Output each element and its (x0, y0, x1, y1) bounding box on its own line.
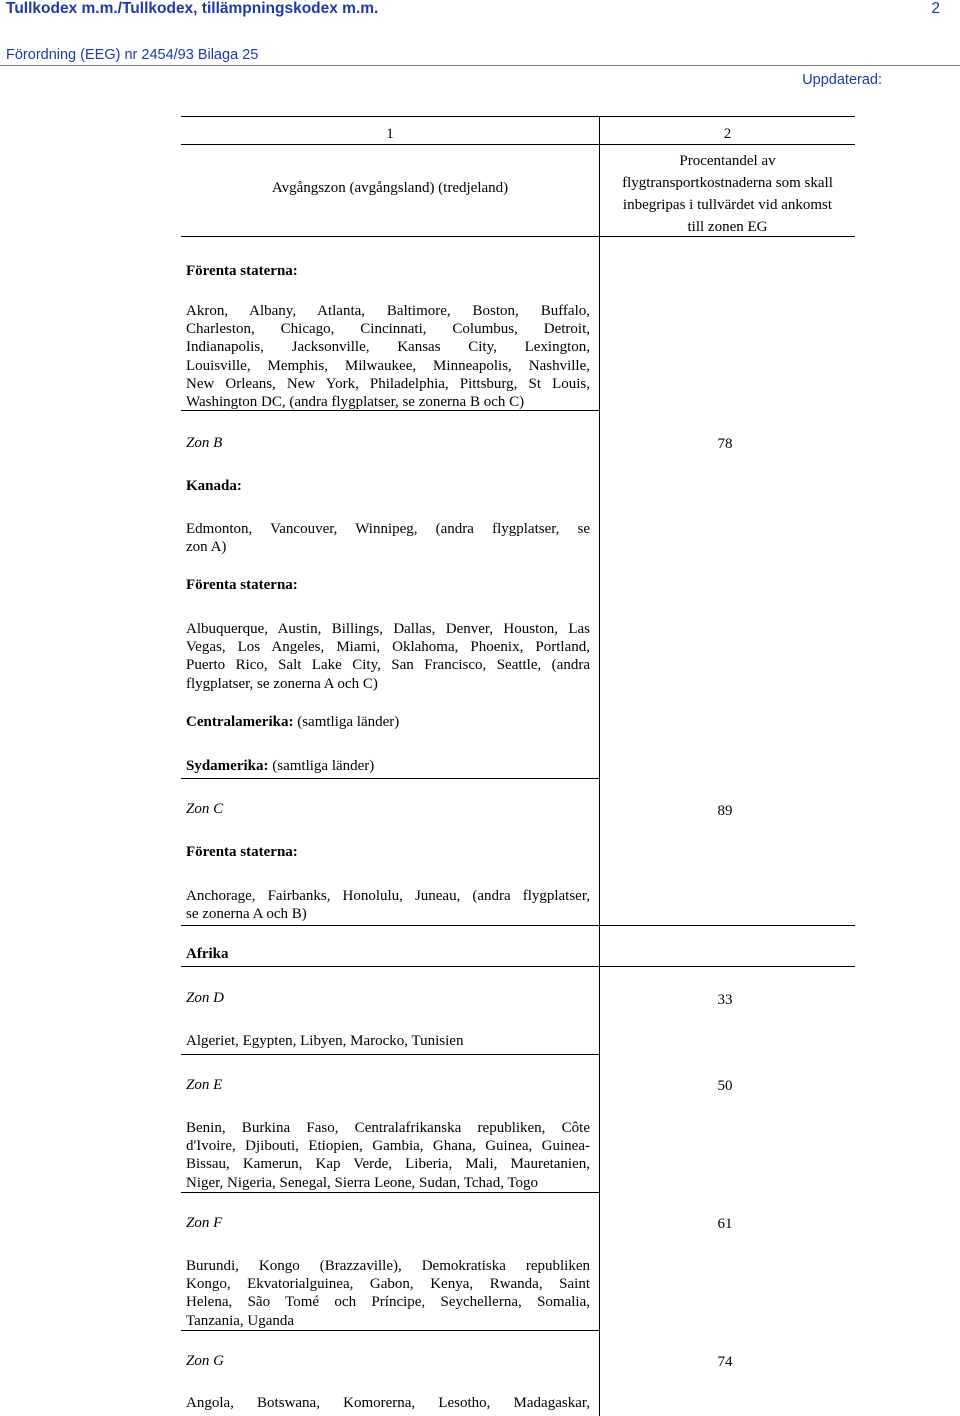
zone-f-countries (186, 1257, 590, 1330)
zone-g-countries (186, 1394, 590, 1412)
text-line: Tanzania, Uganda (186, 1312, 295, 1329)
column-2-header-line: Procentandel av (679, 153, 776, 169)
text-line: Louisville, Memphis, Milwaukee, Minneapolis, Nashville, (186, 357, 590, 374)
zone-g-label: Zon G (186, 1353, 224, 1369)
column-2-header-line: flygtransportkostnaderna som skall (622, 175, 833, 191)
zone-f-percent: 61 (717, 1216, 733, 1232)
row-rule (181, 1330, 599, 1331)
header-bottom-rule (181, 236, 855, 237)
zone-g-percent: 74 (717, 1354, 733, 1370)
zone-c-label: Zon C (186, 801, 224, 817)
text-line: Kongo, Ekvatorialguinea, Gabon, Kenya, Rwanda, Saint (186, 1276, 590, 1293)
region-label-usa: Förenta staterna: (186, 263, 298, 279)
text-line: Angola, Botswana, Komorerna, Lesotho, Madagaskar, (186, 1395, 590, 1411)
text-line: d'Ivoire, Djibouti, Etiopien, Gambia, Ghana, Guinea, Guinea- (186, 1138, 590, 1155)
text-line: Vegas, Los Angeles, Miami, Oklahoma, Phoenix, Portland, (186, 639, 590, 656)
zone-d-label: Zon D (186, 990, 224, 1006)
zone-e-countries (186, 1119, 590, 1192)
text-line: Washington DC, (andra flygplatser, se zonerna B och C) (186, 393, 525, 410)
table-number-rule (181, 144, 855, 145)
central-america-row (186, 713, 399, 731)
text-line: Bissau, Kamerun, Kap Verde, Liberia, Mali, Mauretanien, (186, 1156, 590, 1173)
section-rule (181, 925, 855, 926)
page-number: 2 (931, 0, 940, 17)
column-2-number: 2 (723, 126, 732, 142)
text-line: Benin, Burkina Faso, Centralafrikanska republiken, Côte (186, 1120, 590, 1136)
text-line: se zonerna A och B) (186, 906, 307, 923)
row-rule (181, 1054, 599, 1055)
region-label-canada: Kanada: (186, 478, 242, 494)
zone-b-canada-cities (186, 520, 590, 556)
row-rule (181, 410, 599, 411)
zone-c-usa-cities (186, 887, 590, 923)
zone-e-label: Zon E (186, 1077, 223, 1093)
table-top-rule (181, 116, 855, 117)
row-rule (181, 1192, 599, 1193)
text-line: Akron, Albany, Atlanta, Baltimore, Boston, Buffalo, (186, 303, 590, 319)
region-note: (samtliga länder) (297, 714, 400, 730)
zone-d-countries: Algeriet, Egypten, Libyen, Marocko, Tunisien (186, 1033, 464, 1049)
zone-b-percent: 78 (717, 436, 733, 452)
south-america-row (186, 757, 374, 775)
row-rule (181, 778, 599, 779)
region-note: (samtliga länder) (272, 758, 375, 774)
zone-f-label: Zon F (186, 1215, 223, 1231)
body-column-divider (599, 236, 600, 1416)
region-label-africa: Afrika (186, 946, 229, 962)
text-line: Puerto Rico, Salt Lake City, San Francisco, Seattle, (andra (186, 657, 590, 674)
region-label-central-america: Centralamerika: (186, 714, 294, 730)
text-line: zon A) (186, 539, 227, 556)
text-line: Niger, Nigeria, Senegal, Sierra Leone, Sudan, Tchad, Togo (186, 1174, 539, 1191)
zone-e-percent: 50 (717, 1078, 733, 1094)
column-2-header-line: inbegripas i tullvärdet vid ankomst (622, 197, 833, 213)
column-2-header-line: till zonen EG (687, 219, 768, 235)
zone-c-percent: 89 (717, 803, 733, 819)
header-divider (0, 65, 960, 66)
zone-b-label: Zon B (186, 435, 223, 451)
region-label-usa: Förenta staterna: (186, 844, 298, 860)
text-line: Albuquerque, Austin, Billings, Dallas, Denver, Houston, Las (186, 621, 590, 637)
updated-label: Uppdaterad: (802, 72, 882, 88)
zone-d-percent: 33 (717, 992, 733, 1008)
text-line: New Orleans, New York, Philadelphia, Pittsburg, St Louis, (186, 375, 590, 392)
text-line: Burundi, Kongo (Brazzaville), Demokratiska republiken (186, 1258, 590, 1274)
zone-b-usa-cities (186, 620, 590, 693)
text-line: Edmonton, Vancouver, Winnipeg, (andra flygplatser, se (186, 521, 590, 537)
column-1-header: Avgångszon (avgångsland) (tredjeland) (271, 180, 509, 196)
zone-a-city-list (186, 302, 590, 411)
region-label-south-america: Sydamerika: (186, 758, 269, 774)
text-line: flygplatser, se zonerna A och C) (186, 675, 378, 692)
text-line: Charleston, Chicago, Cincinnati, Columbus, Detroit, (186, 321, 590, 338)
regulation-subtitle: Förordning (EEG) nr 2454/93 Bilaga 25 (6, 47, 259, 63)
column-1-number: 1 (386, 126, 394, 142)
document-title: Tullkodex m.m./Tullkodex, tillämpningskodex m.m. (6, 0, 379, 17)
region-label-usa: Förenta staterna: (186, 577, 298, 593)
text-line: Anchorage, Fairbanks, Honolulu, Juneau, (andra flygplatser, (186, 888, 590, 904)
text-line: Indianapolis, Jacksonville, Kansas City, Lexington, (186, 339, 590, 356)
text-line: Helena, São Tomé och Príncipe, Seychellerna, Somalia, (186, 1294, 590, 1311)
section-rule (181, 966, 855, 967)
